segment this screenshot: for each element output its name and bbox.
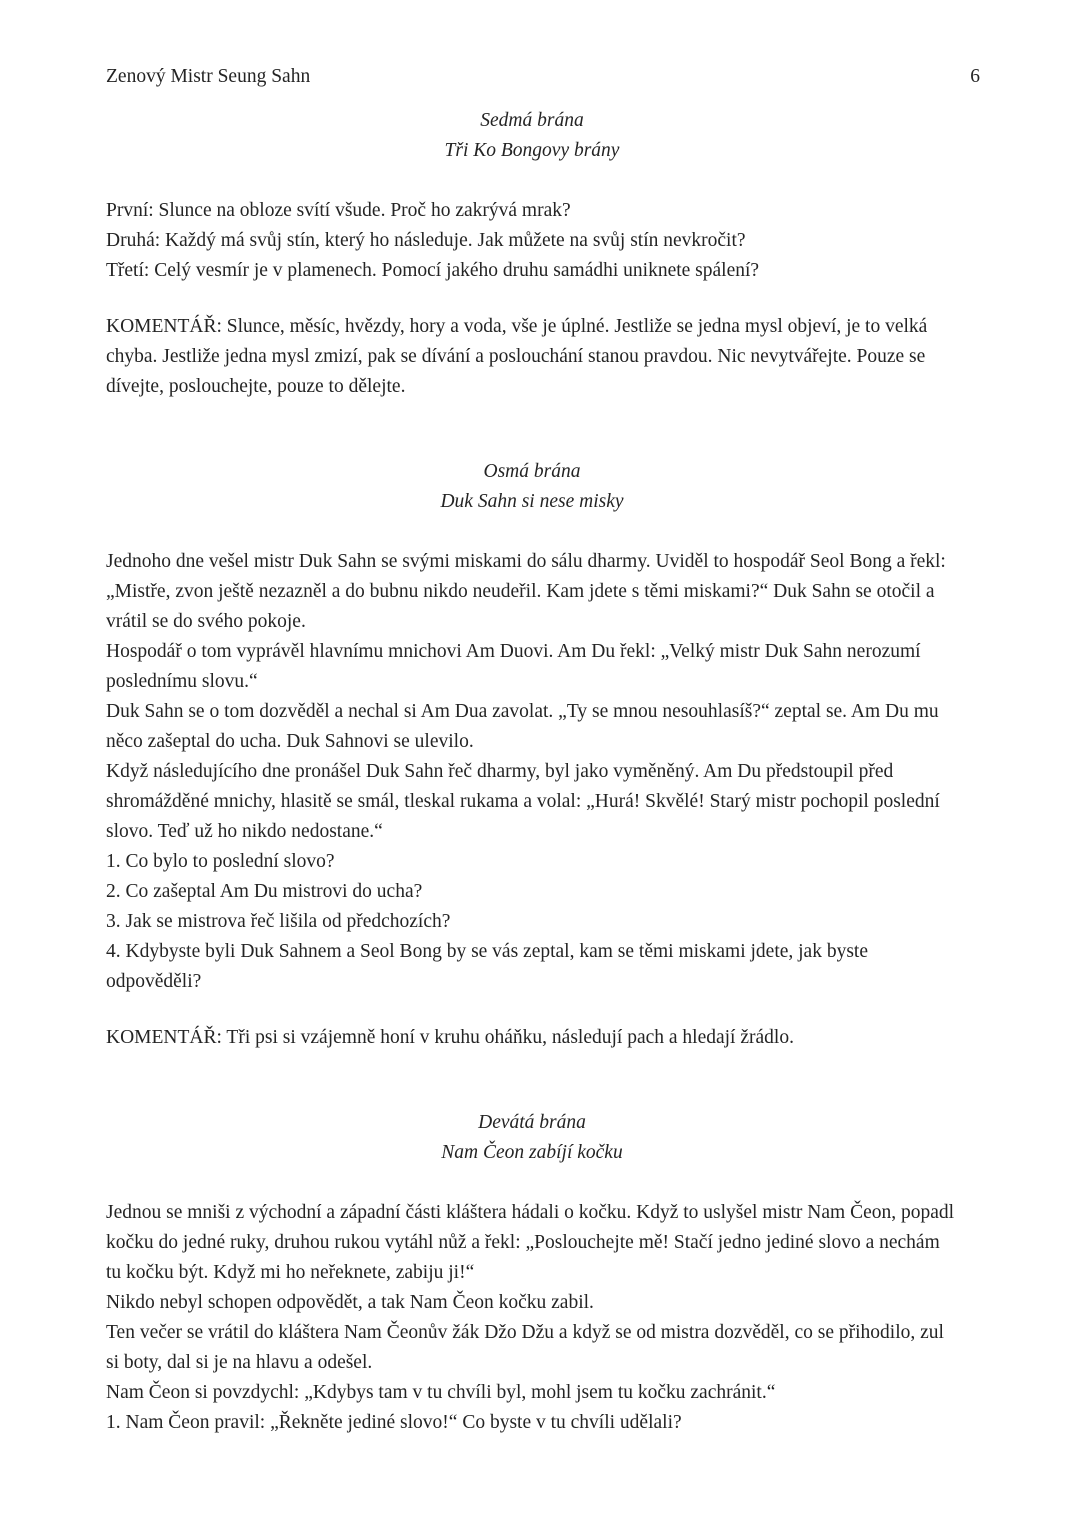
question-item: 3. Jak se mistrova řeč lišila od předchozích? bbox=[106, 911, 451, 932]
story-paragraph: Ten večer se vrátil do kláštera Nam Čeonův žák Džo Džu a když se od mistra dozvěděl, co se přihodilo, zul si boty, dal si je na hlavu a odešel. bbox=[106, 1322, 944, 1373]
question-item: 1. Co bylo to poslední slovo? bbox=[106, 851, 335, 872]
section-subtitle: Tři Ko Bongovy brány bbox=[444, 140, 620, 161]
story-paragraph: Když následujícího dne pronášel Duk Sahn řeč dharmy, byl jako vyměněný. Am Du předstoupil před shromážděné mnichy, hlasitě se smál, tleskal rukama a volal: „Hurá! Skvělé! Starý mistr pochopil poslední slovo. Teď už ho nikdo nedostane.“ bbox=[106, 761, 940, 842]
commentary: KOMENTÁŘ: Slunce, měsíc, hvězdy, hory a voda, vše je úplné. Jestliže se jedna mysl objeví, je to velká chyba. Jestliže jedna mysl zmizí, pak se dívání a poslouchání stanou pravdou. Nic nevytvářejte. Pouze se dívejte, poslouchejte, pouze to dělejte. bbox=[106, 316, 928, 397]
story-paragraph: Nam Čeon si povzdychl: „Kdybys tam v tu chvíli byl, mohl jsem tu kočku zachránit.“ bbox=[106, 1382, 776, 1403]
section-title: Osmá brána bbox=[483, 461, 581, 482]
section-subtitle: Duk Sahn si nese misky bbox=[440, 491, 624, 512]
story-paragraph: Jednou se mniši z východní a západní části kláštera hádali o kočku. Když to uslyšel mistr Nam Čeon, popadl kočku do jedné ruky, druhou rukou vytáhl nůž a řekl: „Poslouchejte mě! Stačí jedno jediné slovo a nechám tu kočku být. Když mi ho neřeknete, zabiju ji!“ bbox=[106, 1202, 955, 1283]
section-ninth-gate bbox=[106, 1108, 958, 1438]
running-header-title: Zenový Mistr Seung Sahn bbox=[106, 66, 311, 87]
story-paragraph: Hospodář o tom vyprávěl hlavnímu mnichovi Am Duovi. Am Du řekl: „Velký mistr Duk Sahn nerozumí poslednímu slovu.“ bbox=[106, 641, 921, 692]
section-heading bbox=[106, 106, 958, 166]
section-seventh-gate bbox=[106, 106, 958, 402]
story-paragraph: Duk Sahn se o tom dozvěděl a nechal si Am Dua zavolat. „Ty se mnou nesouhlasíš?“ zeptal se. Am Du mu něco zašeptal do ucha. Duk Sahnovi se ulevilo. bbox=[106, 701, 939, 752]
page-content bbox=[106, 106, 958, 1438]
section-title: Devátá brána bbox=[478, 1112, 586, 1133]
question-item: 4. Kdybyste byli Duk Sahnem a Seol Bong by se vás zeptal, kam se těmi miskami jdete, jak byste odpověděli? bbox=[106, 941, 868, 992]
gate-line: První: Slunce na obloze svítí všude. Proč ho zakrývá mrak? bbox=[106, 200, 571, 221]
question-item: 1. Nam Čeon pravil: „Řekněte jediné slovo!“ Co byste v tu chvíli udělali? bbox=[106, 1412, 682, 1433]
commentary: KOMENTÁŘ: Tři psi si vzájemně honí v kruhu oháňku, následují pach a hledají žrádlo. bbox=[106, 1027, 794, 1048]
story-paragraph: Nikdo nebyl schopen odpovědět, a tak Nam Čeon kočku zabil. bbox=[106, 1292, 594, 1313]
page-number: 6 bbox=[970, 66, 980, 87]
question-item: 2. Co zašeptal Am Du mistrovi do ucha? bbox=[106, 881, 423, 902]
section-eighth-gate bbox=[106, 457, 958, 1053]
story-paragraph: Jednoho dne vešel mistr Duk Sahn se svými miskami do sálu dharmy. Uviděl to hospodář Seol Bong a řekl: „Mistře, zvon ještě nezazněl a do bubnu nikdo neudeřil. Kam jdete s těmi miskami?“ Duk Sahn se otočil a vrátil se do svého pokoje. bbox=[106, 551, 946, 632]
gate-line: Druhá: Každý má svůj stín, který ho následuje. Jak můžete na svůj stín nevkročit? bbox=[106, 230, 746, 251]
section-subtitle: Nam Čeon zabíjí kočku bbox=[441, 1142, 623, 1163]
gate-line: Třetí: Celý vesmír je v plamenech. Pomocí jakého druhu samádhi uniknete spálení? bbox=[106, 260, 760, 281]
section-title: Sedmá brána bbox=[480, 110, 584, 131]
section-heading bbox=[106, 1108, 958, 1168]
section-heading bbox=[106, 457, 958, 517]
page-header bbox=[106, 62, 980, 92]
